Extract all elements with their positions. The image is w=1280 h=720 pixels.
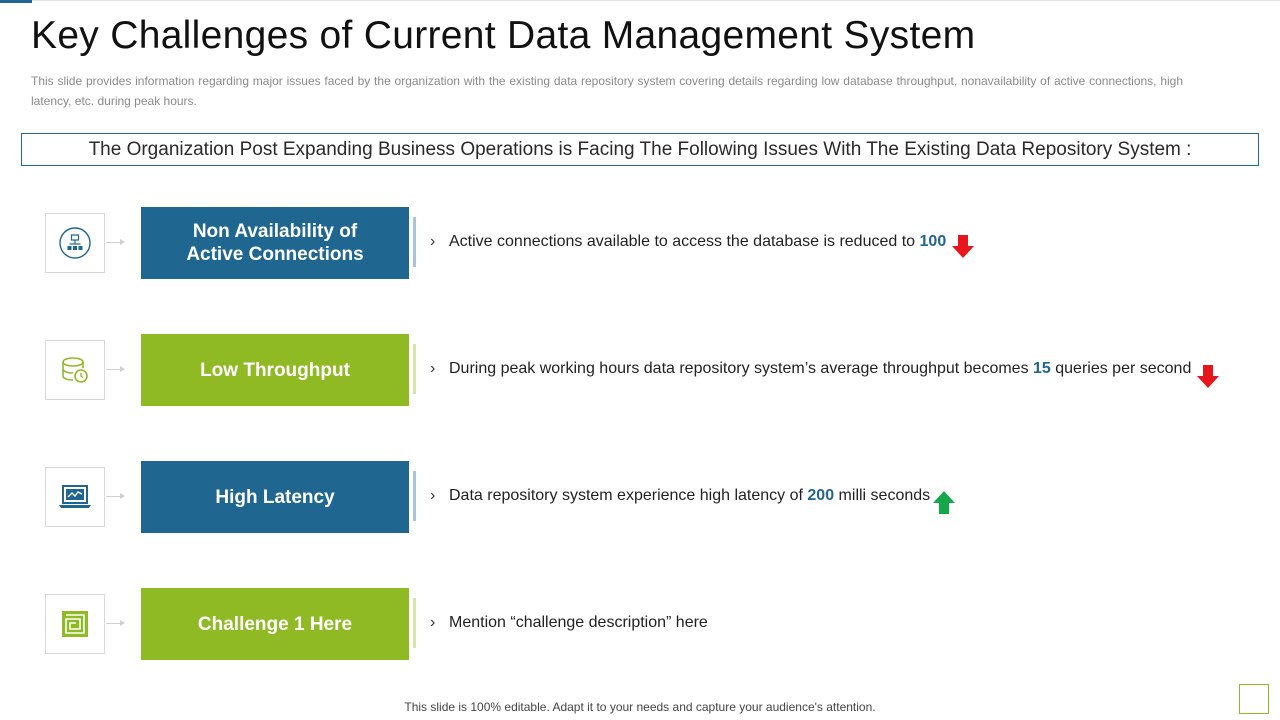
- challenge-label-box: [141, 588, 409, 660]
- connector-arrow: [106, 496, 124, 497]
- chevron-right-icon: ›: [430, 487, 436, 504]
- issues-banner: [21, 133, 1259, 166]
- description-text: During peak working hours data repository system’s average throughput becomes: [449, 360, 1034, 377]
- metric-value: 15: [1033, 360, 1051, 377]
- challenge-row-2: [0, 334, 1280, 406]
- challenge-label-box: [141, 461, 409, 533]
- description-text: Mention “challenge description” here: [449, 614, 708, 631]
- challenge-description: [430, 233, 946, 251]
- database-clock-icon: [45, 340, 105, 400]
- challenge-label: High Latency: [215, 486, 335, 508]
- metric-value: 100: [919, 233, 947, 250]
- challenge-label-line2: Active Connections: [186, 244, 364, 265]
- slide-subtitle: This slide provides information regarding major issues faced by the organization with the existing data repository system covering details regarding low database throughput, nonavailability of active connections, high latency, etc. during peak hours.: [31, 74, 1183, 108]
- challenge-label-box: [141, 334, 409, 406]
- trend-down-icon: [952, 235, 974, 259]
- connector-arrow: [106, 369, 124, 370]
- banner-text: The Organization Post Expanding Business Operations is Facing The Following Issues With The Existing Data Repository System :: [88, 138, 1192, 160]
- description-suffix: milli seconds: [834, 487, 931, 504]
- challenge-row-4: [0, 588, 1280, 660]
- trend-up-icon: [933, 491, 955, 515]
- challenge-label-box: [141, 207, 409, 279]
- challenge-description: [430, 487, 930, 505]
- network-hub-icon: [45, 213, 105, 273]
- description-suffix: queries per second: [1050, 360, 1192, 377]
- top-rule: [32, 0, 1280, 1]
- connector-arrow: [106, 623, 124, 624]
- chevron-right-icon: ›: [430, 233, 436, 250]
- challenge-label: Challenge 1 Here: [197, 613, 353, 635]
- divider-bar: [413, 598, 416, 648]
- challenge-row-3: [0, 461, 1280, 533]
- metric-value: 200: [807, 487, 835, 504]
- footer-note: This slide is 100% editable. Adapt it to your needs and capture your audience's attention.: [404, 700, 876, 714]
- divider-bar: [413, 344, 416, 394]
- challenge-label: Low Throughput: [200, 359, 350, 381]
- chevron-right-icon: ›: [430, 360, 436, 377]
- challenge-description: [430, 614, 708, 632]
- divider-bar: [413, 471, 416, 521]
- slide-title: Key Challenges of Current Data Management System: [31, 14, 976, 57]
- description-text: Active connections available to access the database is reduced to: [449, 233, 920, 250]
- chevron-right-icon: ›: [430, 614, 436, 631]
- challenge-row-1: [0, 207, 1280, 279]
- corner-accent: [0, 0, 32, 3]
- trend-down-icon: [1197, 365, 1219, 389]
- laptop-chart-icon: [45, 467, 105, 527]
- connector-arrow: [106, 242, 124, 243]
- divider-bar: [413, 217, 416, 267]
- challenge-description: [430, 360, 1191, 378]
- maze-icon: [45, 594, 105, 654]
- description-text: Data repository system experience high latency of: [449, 487, 808, 504]
- corner-square: [1239, 684, 1269, 714]
- challenge-label: Non Availability of: [192, 221, 358, 242]
